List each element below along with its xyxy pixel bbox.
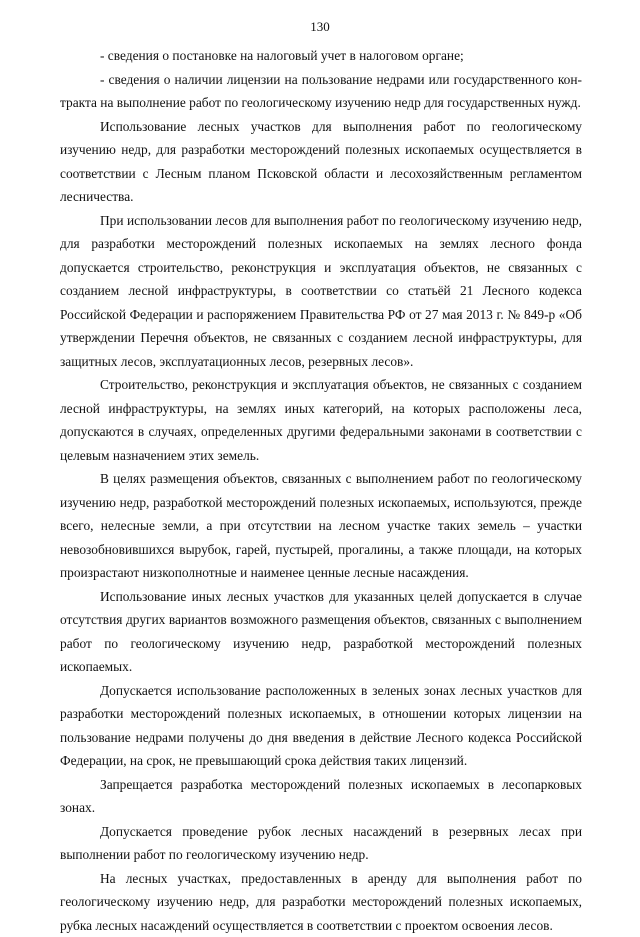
document-body [60,44,582,937]
paragraph: Строительство, реконструкция и эксплуатация объектов, не связанных с созданием лесной инфраструктуры, на землях иных категорий, на которых расположены леса, допускаются в случаях, определенных другими федеральными законами в соответствии с целевым назначением этих земель. [60,373,582,467]
paragraph: Использование лесных участков для выполнения работ по геологическому изучению недр, для разработки месторождений полезных ископаемых осуществляется в соответствии с Лесным планом Псковской области и лесохозяйственным регламентом лесничества. [60,115,582,209]
paragraph: При использовании лесов для выполнения работ по геологическому изучению недр, для разработки месторождений полезных ископаемых на землях лесного фонда допускается строительство, реконструкция и эксплуатация объектов, не связанных с созданием лесной инфраструктуры, в соответствии со статьёй 21 Лесного кодекса Российской Федерации и распоряжением Правительства РФ от 27 мая 2013 г. № 849-р «Об утверждении Перечня объектов, не связанных с созданием лесной инфраструктуры, для защитных лесов, эксплуатационных лесов, резервных лесов». [60,209,582,374]
paragraph: - сведения о постановке на налоговый учет в налоговом органе; [60,44,582,68]
page-number: 130 [0,18,640,36]
paragraph: Запрещается разработка месторождений полезных ископаемых в лесопарковых зонах. [60,773,582,820]
paragraph: Допускается проведение рубок лесных насаждений в резервных лесах при выполнении работ по геологическому изучению недр. [60,820,582,867]
paragraph: Использование иных лесных участков для указанных целей допускается в случае отсутствия других вариантов возможного размещения объектов, связанных с выполнением работ по геологическому изучению недр, разработкой месторождений полезных ископаемых. [60,585,582,679]
paragraph: В целях размещения объектов, связанных с выполнением работ по геологическому изучению недр, разработкой месторождений полезных ископаемых, используются, прежде всего, нелесные земли, а при отсутствии на лесном участке таких земель – участки невозобновившихся вырубок, гарей, пустырей, прогалины, а также площади, на которых произрастают низкополнотные и наименее ценные лесные насаждения. [60,467,582,585]
paragraph: - сведения о наличии лицензии на пользование недрами или государственного контракта на выполнение работ по геологическому изучению недр для государственных нужд. [60,68,582,115]
paragraph: На лесных участках, предоставленных в аренду для выполнения работ по геологическому изучению недр, для разработки месторождений полезных ископаемых, рубка лесных насаждений осуществляется в соответствии с проектом освоения лесов. [60,867,582,937]
paragraph: Допускается использование расположенных в зеленых зонах лесных участков для разработки месторождений полезных ископаемых, в отношении которых лицензии на пользование недрами получены до дня введения в действие Лесного кодекса Российской Федерации, на срок, не превышающий срока действия таких лицензий. [60,679,582,773]
